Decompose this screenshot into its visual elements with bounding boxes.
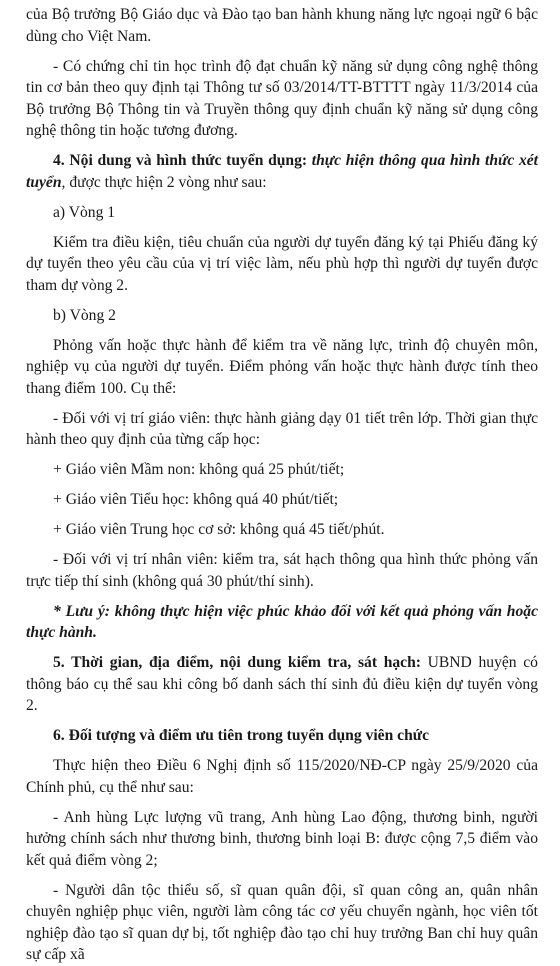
note-text: * Lưu ý: không thực hiện việc phúc khảo đối với kết quả phỏng vấn hoặc thực hành. [26,602,538,641]
round-2-text: Phỏng vấn hoặc thực hành để kiểm tra về năng lực, trình độ chuyên môn, nghiệp vụ của người dự tuyển. Điểm phỏng vấn hoặc thực hành được tính theo thang điểm 100. Cụ thể: [26,336,538,397]
staff-position: - Đối với vị trí nhân viên: kiểm tra, sát hạch thông qua hình thức phỏng vấn trực tiếp thí sinh (không quá 30 phút/thí sinh). [26,551,538,590]
list-item: + Giáo viên Trung học cơ sở: không quá 45 tiết/phút. [53,521,385,538]
round-2-label: b) Vòng 2 [53,306,116,324]
list-item: + Giáo viên Tiểu học: không quá 40 phút/tiết; [53,491,339,508]
section-5-title: 5. Thời gian, địa điểm, nội dung kiểm tra, sát hạch: [53,654,421,671]
document-page [26,4,538,966]
section-4-heading [26,150,538,193]
section-6-title: 6. Đối tượng và điểm ưu tiên trong tuyển dụng viên chức [53,727,430,744]
paragraph-continuation: của Bộ trưởng Bộ Giáo dục và Đào tạo ban hành khung năng lực ngoại ngữ 6 bậc dùng cho Việt Nam. [26,6,538,45]
list-item: + Giáo viên Mầm non: không quá 25 phút/tiết; [53,461,345,478]
section-4-title: 4. Nội dung và hình thức tuyển dụng: [53,152,308,169]
priority-item-1: - Anh hùng Lực lượng vũ trang, Anh hùng Lao động, thương binh, người hưởng chính sách như thương binh, thương binh loại B: được cộng 7,5 điểm vào kết quả điểm vòng 2; [26,808,538,869]
round-1-text: Kiểm tra điều kiện, tiêu chuẩn của người dự tuyển đăng ký tại Phiếu đăng ký dự tuyển theo yêu cầu của vị trí việc làm, nếu phù hợp thì người dự tuyển được tham dự vòng 2. [26,233,538,294]
paragraph-it-certificate: - Có chứng chỉ tin học trình độ đạt chuẩn kỹ năng sử dụng công nghệ thông tin cơ bản theo quy định tại Thông tư số 03/2014/TT-BTTTT ngày 11/3/2014 của Bộ trưởng Bộ Thông tin và Truyền thông quy định chuẩn kỹ năng sử dụng công nghệ thông tin hoặc tương đương. [26,57,538,139]
section-5-rest: UBND huyện có thông báo cụ thể sau khi công bố danh sách thí sinh đủ điều kiện dự tuyển vòng 2. [26,654,538,714]
section-4-title-italic: thực hiện thông qua hình thức xét tuyển [26,152,538,191]
priority-item-2: - Người dân tộc thiểu số, sĩ quan quân đội, sĩ quan công an, quân nhân chuyên nghiệp phục viên, người làm công tác cơ yếu chuyển ngành, học viên tốt nghiệp đào tạo sĩ quan dự bị, tốt nghiệp đào tạo chỉ huy trưởng Ban chỉ huy quân sự cấp xã [26,881,538,963]
section-5-heading [26,652,538,717]
section-6-heading [26,725,538,747]
round-1-label: a) Vòng 1 [53,203,116,221]
section-4-rest: , được thực hiện 2 vòng như sau: [61,173,267,191]
teacher-position: - Đối với vị trí giáo viên: thực hành giảng dạy 01 tiết trên lớp. Thời gian thực hành theo quy định của từng cấp học: [26,409,538,448]
section-6-intro: Thực hiện theo Điều 6 Nghị định số 115/2020/NĐ-CP ngày 25/9/2020 của Chính phủ, cụ thể như sau: [26,757,538,796]
